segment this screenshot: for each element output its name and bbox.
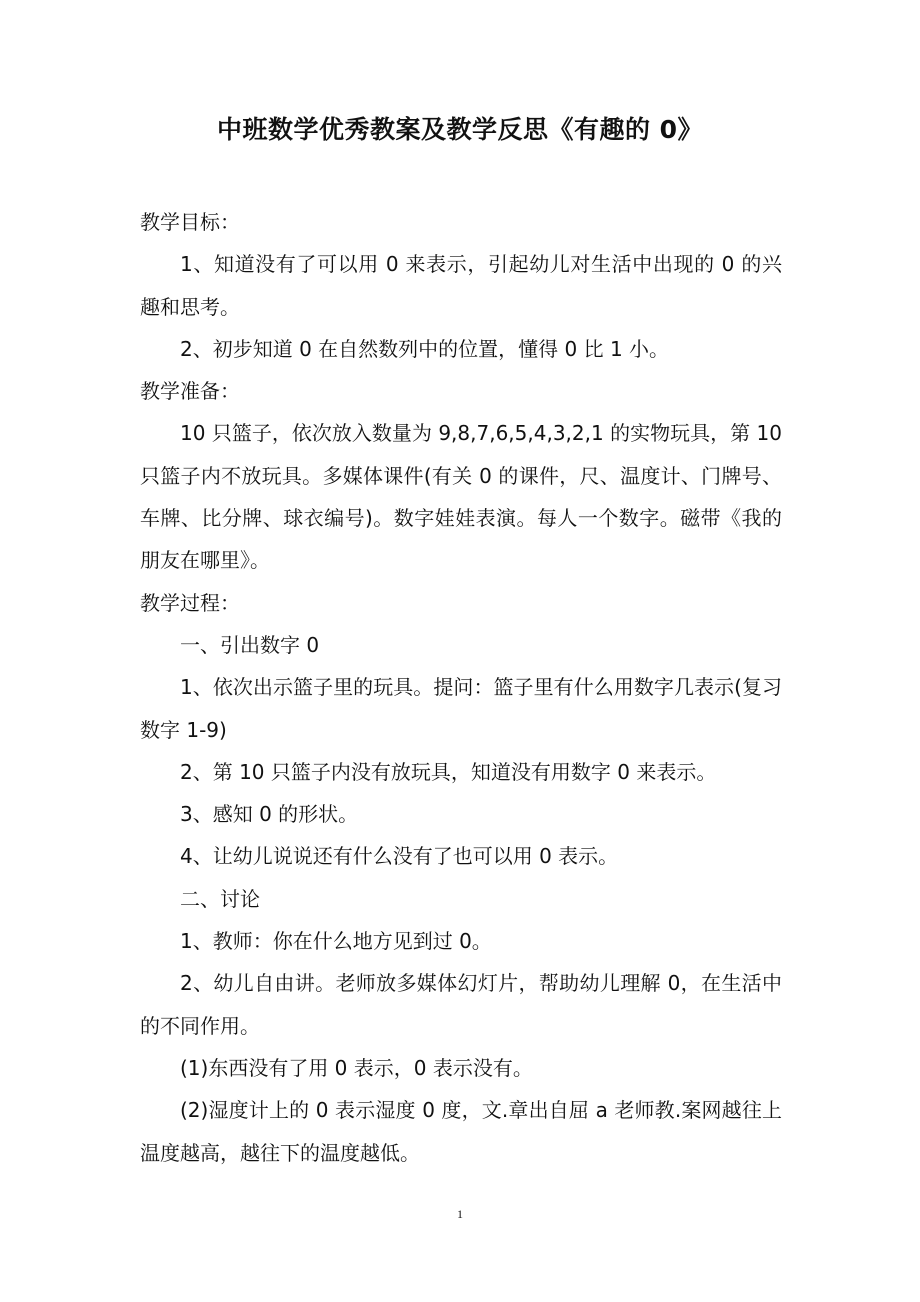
paragraph: 2、初步知道 0 在自然数列中的位置，懂得 0 比 1 小。	[180, 336, 670, 361]
section-heading-process: 教学过程：	[140, 590, 240, 615]
paragraph: 10 只篮子，依次放入数量为 9,8,7,6,5,4,3,2,1 的实物玩具，第 10 只篮子内不放玩具。多媒体课件(有关 0 的课件，尺、温度计、门牌号、车牌、比分牌、球衣编号)。数字娃娃表演。每人一个数字。磁带《我的朋友在哪里》。	[140, 421, 782, 573]
paragraph: (1)东西没有了用 0 表示，0 表示没有。	[180, 1055, 533, 1080]
paragraph: 4、让幼儿说说还有什么没有了也可以用 0 表示。	[180, 844, 619, 869]
subsection-heading: 二、讨论	[180, 886, 260, 911]
paragraph: (2)湿度计上的 0 表示湿度 0 度，文.章出自屈 a 老师教.案网越往上温度越高，越往下的温度越低。	[140, 1098, 782, 1165]
subsection-heading: 一、引出数字 0	[180, 632, 320, 657]
paragraph: 2、幼儿自由讲。老师放多媒体幻灯片，帮助幼儿理解 0，在生活中的不同作用。	[140, 971, 782, 1038]
page-number: 1	[457, 1207, 463, 1221]
paragraph: 3、感知 0 的形状。	[180, 802, 359, 827]
document-body	[140, 201, 782, 1174]
paragraph: 1、知道没有了可以用 0 来表示，引起幼儿对生活中出现的 0 的兴趣和思考。	[140, 252, 782, 319]
paragraph: 1、教师：你在什么地方见到过 0。	[180, 929, 492, 954]
section-heading-goals: 教学目标：	[140, 210, 240, 234]
paragraph: 2、第 10 只篮子内没有放玩具，知道没有用数字 0 来表示。	[180, 759, 717, 784]
paragraph: 1、依次出示篮子里的玩具。提问：篮子里有什么用数字几表示(复习数字 1-9)	[140, 675, 782, 742]
document-title: 中班数学优秀教案及教学反思《有趣的 0》	[216, 115, 704, 144]
section-heading-preparation: 教学准备：	[140, 379, 240, 404]
